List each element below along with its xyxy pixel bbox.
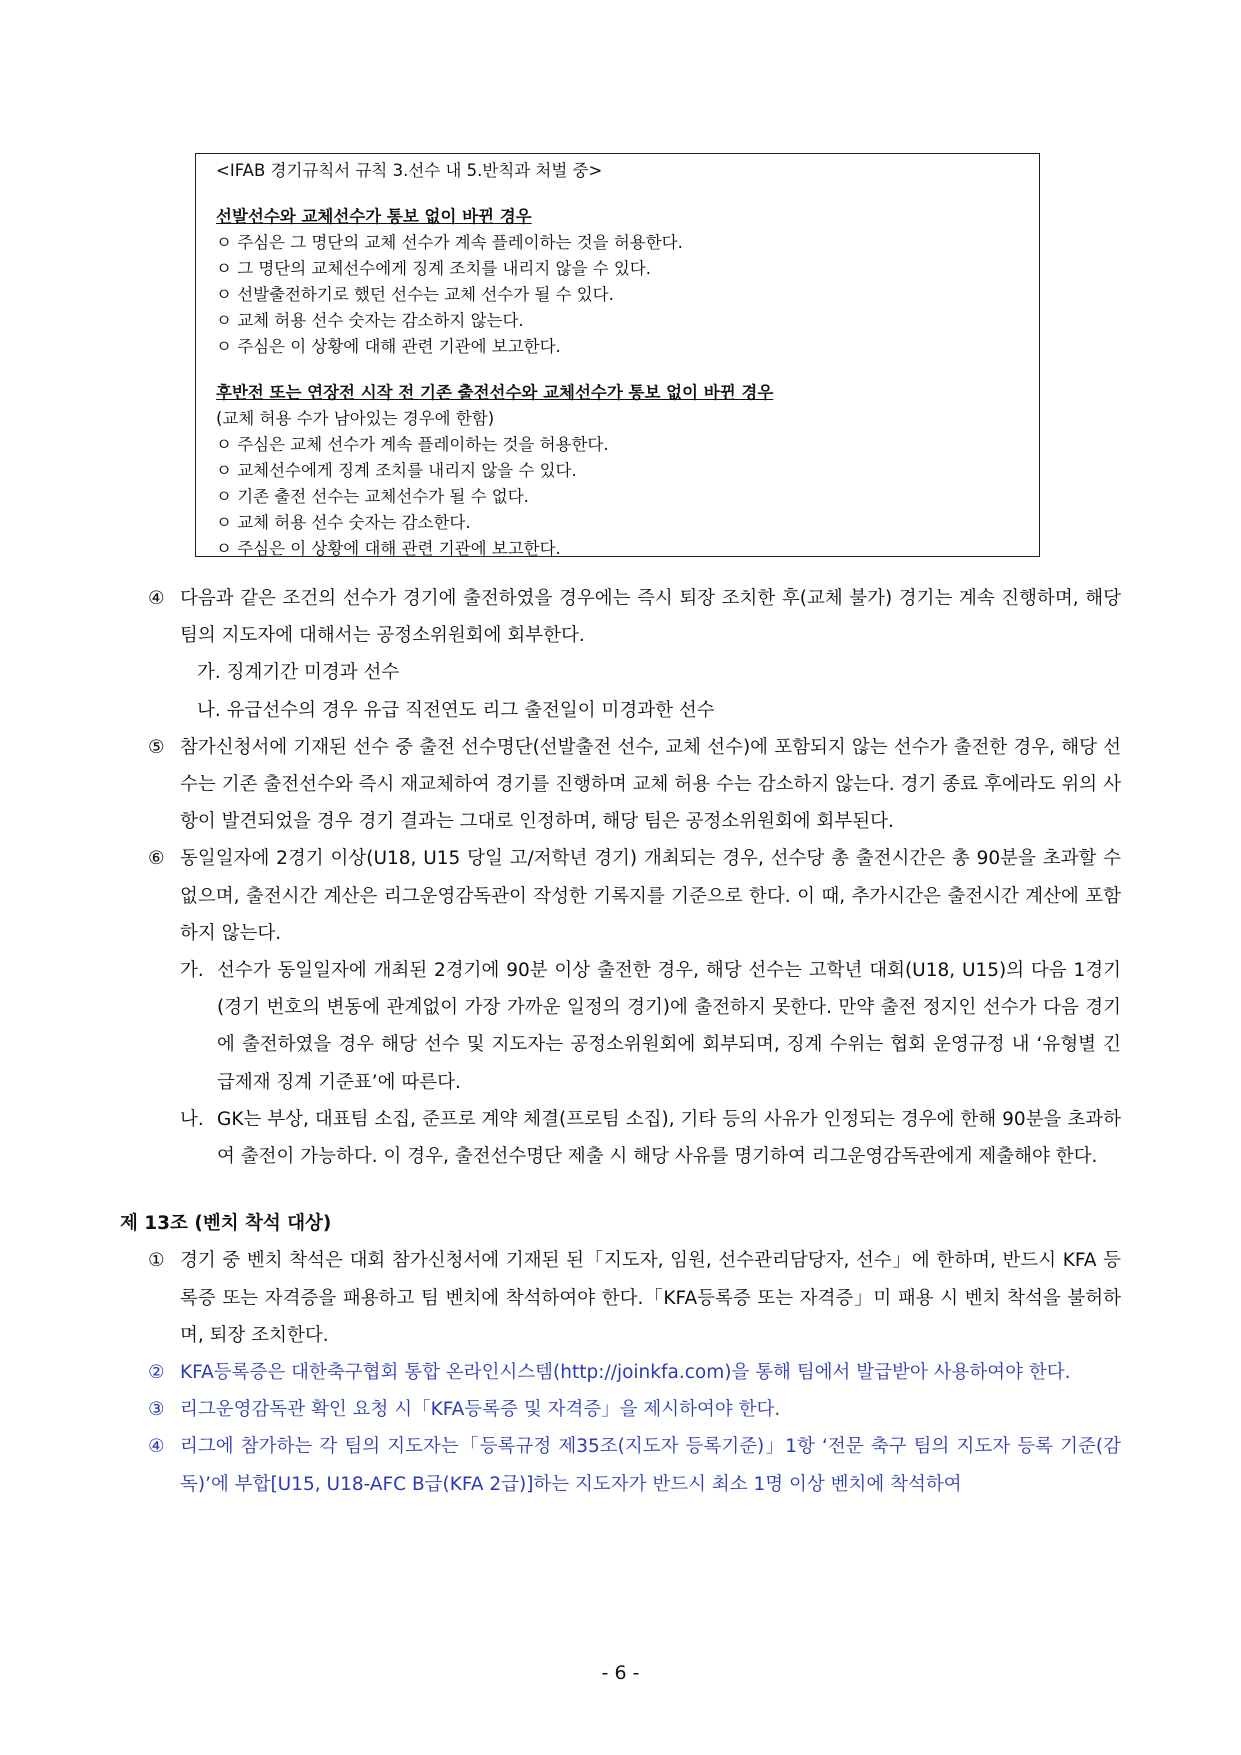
box-note-2: (교체 허용 수가 남아있는 경우에 한함) <box>216 409 495 428</box>
page-number: - 6 - <box>601 1662 640 1684</box>
sub-label: 가. <box>180 960 204 982</box>
clause-text: 다음과 같은 조건의 선수가 경기에 출전하였을 경우에는 즉시 퇴장 조치한 후(교체 불가) 경기는 계속 진행하며, 해당 팀의 지도자에 대해서는 공정소위원회에 회부한다. <box>180 588 1121 647</box>
clause-text: 리그운영감독관 확인 요청 시「KFA등록증 및 자격증」을 제시하여야 한다. <box>180 1399 781 1421</box>
ifab-rule-box <box>195 153 1040 557</box>
box-list2-item: ㅇ 교체 허용 선수 숫자는 감소한다. <box>216 510 1029 536</box>
box-list1-item: ㅇ 선발출전하기로 했던 선수는 교체 선수가 될 수 있다. <box>216 282 1029 308</box>
clause-text: 경기 중 벤치 착석은 대회 참가신청서에 기재된 된「지도자, 임원, 선수관리담당자, 선수」에 한하며, 반드시 KFA 등록증 또는 자격증을 패용하고 팀 벤치에 착석하여야 한다.「KFA등록증 또는 자격증」미 패용 시 벤치 착석을 불허하며, 퇴장 조치한다. <box>180 1250 1121 1346</box>
box-list1-item: ㅇ 주심은 그 명단의 교체 선수가 계속 플레이하는 것을 허용한다. <box>216 230 1029 256</box>
clause-6 <box>0 840 1241 952</box>
clause-text: 동일일자에 2경기 이상(U18, U15 당일 고/저학년 경기) 개최되는 경우, 선수당 총 출전시간은 총 90분을 초과할 수 없으며, 출전시간 계산은 리그운영감독관이 작성한 기록지를 기준으로 한다. 이 때, 추가시간은 출전시간 계산에 포함하지 않는다. <box>180 848 1122 944</box>
clause-number: ④ <box>148 588 165 609</box>
sub-text: 선수가 동일일자에 개최된 2경기에 90분 이상 출전한 경우, 해당 선수는 고학년 대회(U18, U15)의 다음 1경기(경기 번호의 변동에 관계없이 가장 가까운 일정의 경기)에 출전하지 못한다. 만약 출전 정지인 선수가 다음 경기에 출전하였을 경우 해당 선수 및 지도자는 공정소위원회에 회부되며, 징계 수위는 협회 운영규정 내 ‘유형별 긴급제재 징계 기준표’에 따른다. <box>217 960 1121 1093</box>
clause-6-sub-b <box>0 1101 1241 1175</box>
box-list1-item: ㅇ 그 명단의 교체선수에게 징계 조치를 내리지 않을 수 있다. <box>216 256 1029 282</box>
box-list2-item: ㅇ 기존 출전 선수는 교체선수가 될 수 없다. <box>216 484 1029 510</box>
box-list1-item: ㅇ 주심은 이 상황에 대해 관련 기관에 보고한다. <box>216 334 1029 360</box>
article-13-clause-2 <box>0 1354 1241 1391</box>
clause-text: 리그에 참가하는 각 팀의 지도자는「등록규정 제35조(지도자 등록기준)」1항 ‘전문 축구 팀의 지도자 등록 기준(감독)’에 부합[U15, U18-AFC B급(KFA 2급)]하는 지도자가 반드시 최소 1명 이상 벤치에 착석하여 <box>180 1436 1121 1495</box>
sub-label: 나. <box>180 1108 204 1130</box>
box-list2-item: ㅇ 교체선수에게 징계 조치를 내리지 않을 수 있다. <box>216 458 1029 484</box>
box-heading-2: 후반전 또는 연장전 시작 전 기존 출전선수와 교체선수가 통보 없이 바뀐 경우 <box>216 383 774 402</box>
article-13-clause-3 <box>0 1391 1241 1428</box>
clause-number: ⑤ <box>148 736 165 758</box>
article-13-title: 제 13조 (벤치 착석 대상) <box>120 1213 332 1235</box>
clause-4 <box>0 580 1241 654</box>
clause-text: KFA등록증은 대한축구협회 통합 온라인시스템(http://joinkfa.com)을 통해 팀에서 발급받아 사용하여야 한다. <box>180 1362 1071 1384</box>
document-body <box>0 580 1241 1503</box>
sub-text: GK는 부상, 대표팀 소집, 준프로 계약 체결(프로팀 소집), 기타 등의 사유가 인정되는 경우에 한해 90분을 초과하여 출전이 가능하다. 이 경우, 출전선수명단 제출 시 해당 사유를 명기하여 리그운영감독관에게 제출해야 한다. <box>217 1108 1121 1168</box>
box-list2-item: ㅇ 주심은 교체 선수가 계속 플레이하는 것을 허용한다. <box>216 432 1029 458</box>
clause-number: ① <box>148 1250 165 1272</box>
box-title: <IFAB 경기규칙서 규칙 3.선수 내 5.반칙과 처벌 중> <box>216 161 603 180</box>
clause-5 <box>0 729 1241 841</box>
box-list1-item: ㅇ 교체 허용 선수 숫자는 감소하지 않는다. <box>216 308 1029 334</box>
clause-4-sub-a: 가. 징계기간 미경과 선수 <box>197 662 400 684</box>
clause-number: ③ <box>148 1399 165 1421</box>
article-13-clause-1 <box>0 1242 1241 1354</box>
clause-number: ④ <box>148 1436 165 1458</box>
box-heading-1: 선발선수와 교체선수가 통보 없이 바뀐 경우 <box>216 207 532 226</box>
clause-text: 참가신청서에 기재된 선수 중 출전 선수명단(선발출전 선수, 교체 선수)에 포함되지 않는 선수가 출전한 경우, 해당 선수는 기존 출전선수와 즉시 재교체하여 경기를 진행하며 교체 허용 수는 감소하지 않는다. 경기 종료 후에라도 위의 사항이 발견되었을 경우 경기 결과는 그대로 인정하며, 해당 팀은 공정소위원회에 회부된다. <box>180 736 1121 833</box>
clause-4-sub-b: 나. 유급선수의 경우 유급 직전연도 리그 출전일이 미경과한 선수 <box>197 699 715 721</box>
clause-6-sub-a <box>0 952 1241 1101</box>
clause-number: ⑥ <box>148 848 165 870</box>
box-list2-item: ㅇ 주심은 이 상황에 대해 관련 기관에 보고한다. <box>216 536 1029 562</box>
clause-number: ② <box>148 1362 165 1384</box>
article-13-clause-4 <box>0 1428 1241 1502</box>
